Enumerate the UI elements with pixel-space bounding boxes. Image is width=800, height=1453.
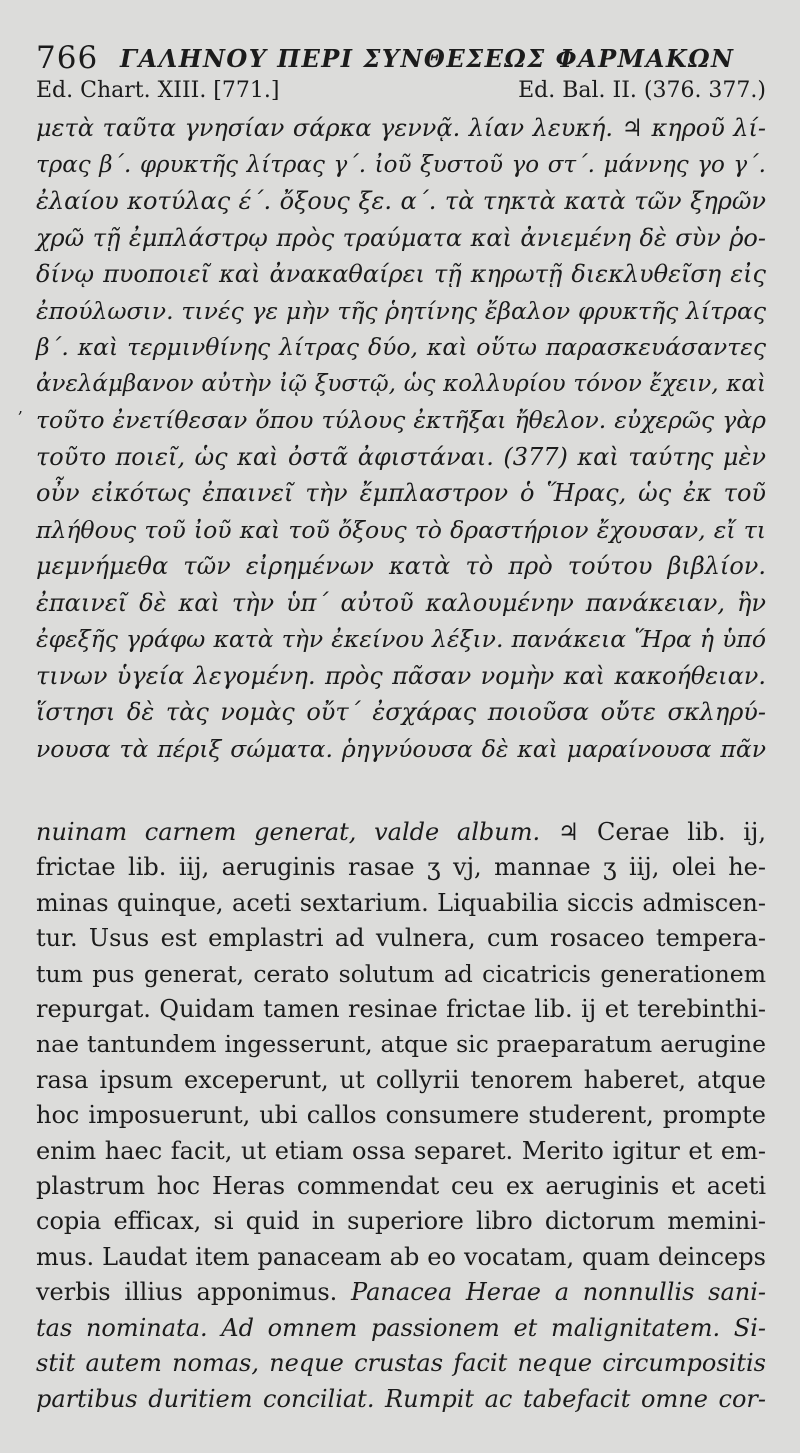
latin-text-block — [36, 815, 766, 1417]
latin-roman-run: plastrum hoc Heras commendat ceu ex aeruginis et aceti — [36, 1172, 766, 1201]
margin-mark: , — [18, 398, 24, 417]
latin-italic-run: stit autem nomas, neque crustas facit neque circumpositis — [36, 1349, 766, 1378]
page-header — [36, 38, 776, 78]
latin-text-line — [36, 1098, 766, 1133]
latin-roman-run: rasa ipsum exceperunt, ut collyrii tenorem haberet, atque — [36, 1065, 766, 1094]
latin-roman-run: verbis illius apponimus. — [36, 1278, 352, 1307]
greek-text-line: ἐπαινεῖ δὲ καὶ τὴν ὑπ΄ αὐτοῦ καλουμένην πανάκειαν, ἣν — [36, 588, 766, 617]
greek-text-line: νουσα τὰ πέριξ σώματα. ῥηγνύουσα δὲ καὶ μαραίνουσα πᾶν — [36, 734, 766, 763]
greek-text-line: τοῦτο ἐνετίθεσαν ὅπου τύλους ἐκτῆξαι ἤθελον. εὐχερῶς γὰρ — [36, 406, 766, 434]
latin-text-line — [36, 1204, 766, 1239]
greek-text-line: πλήθους τοῦ ἰοῦ καὶ τοῦ ὄξους τὸ δραστήριον ἔχουσαν, εἴ τι — [36, 515, 766, 544]
latin-text-line — [36, 1346, 766, 1381]
page-number: 766 — [36, 40, 99, 76]
running-title: ΓΑΛΗΝΟΥ ΠΕΡΙ ΣΥΝΘΕΣΕΩΣ ΦΑΡΜΑΚΩΝ — [120, 44, 735, 73]
latin-text-line — [36, 1134, 766, 1169]
latin-text-line — [36, 1275, 766, 1310]
latin-roman-run: enim haec facit, ut etiam ossa separet. Merito igitur et em- — [36, 1136, 766, 1165]
greek-text-line: ἐφεξῆς γράφω κατὰ τὴν ἐκείνου λέξιν. πανάκεια Ἥρα ἡ ὑπό — [36, 625, 766, 653]
greek-text-line: οὖν εἰκότως ἐπαινεῖ τὴν ἔμπλαστρον ὁ Ἥρας, ὡς ἐκ τοῦ — [36, 479, 766, 507]
greek-text-line: ἀνελάμβανον αὐτὴν ἰῷ ξυστῷ, ὡς κολλυρίου τόνον ἔχειν, καὶ — [36, 370, 766, 397]
latin-roman-run: copia efficax, si quid in superiore libro dictorum memini- — [36, 1207, 766, 1236]
greek-text-line: χρῶ τῇ ἐμπλάστρῳ πρὸς τραύματα καὶ ἀνιεμένη δὲ σὺν ῥο- — [36, 223, 766, 252]
latin-text-line — [36, 815, 766, 850]
latin-text-line — [36, 886, 766, 921]
latin-roman-run: frictae lib. iij, aeruginis rasae ʒ vj, mannae ʒ iij, olei he- — [36, 853, 766, 882]
latin-text-line — [36, 992, 766, 1027]
greek-text-line: τινων ὑγεία λεγομένη. πρὸς πᾶσαν νομὴν καὶ κακοήθειαν. — [36, 661, 766, 690]
latin-roman-run: hoc imposuerunt, ubi callos consumere studerent, prompte — [36, 1101, 766, 1130]
latin-text-line — [36, 957, 766, 992]
latin-roman-run: nae tantundem ingesserunt, atque sic praeparatum aerugine — [36, 1030, 766, 1059]
greek-text-line: δίνῳ πυοποιεῖ καὶ ἀνακαθαίρει τῇ κηρωτῇ διεκλυθεῖση εἰς — [36, 260, 766, 288]
latin-text-line — [36, 1063, 766, 1098]
greek-text-line: ἵστησι δὲ τὰς νομὰς οὔτ΄ ἐσχάρας ποιοῦσα οὔτε σκληρύ- — [36, 698, 766, 726]
latin-roman-run: tum pus generat, cerato solutum ad cicatricis generationem — [36, 959, 766, 988]
latin-italic-run: Panacea Herae a nonnullis sani- — [351, 1278, 766, 1307]
latin-roman-run: mus. Laudat item panaceam ab eo vocatam, quam deinceps — [36, 1242, 766, 1271]
latin-text-line — [36, 1169, 766, 1204]
latin-text-line — [36, 1027, 766, 1062]
latin-italic-run: nuinam carnem generat, valde album. — [36, 818, 541, 846]
latin-roman-run: minas quinque, aceti sextarium. Liquabilia siccis admiscen- — [36, 888, 766, 917]
latin-roman-run: repurgat. Quidam tamen resinae frictae lib. ij et terebinthi- — [36, 995, 766, 1024]
greek-text-line: β΄. καὶ τερμινθίνης λίτρας δύο, καὶ οὕτω παρασκευάσαντες — [36, 333, 766, 361]
latin-text-line — [36, 921, 766, 956]
edition-references — [36, 78, 766, 108]
latin-italic-run: partibus duritiem conciliat. Rumpit ac tabefacit omne cor- — [36, 1384, 766, 1413]
greek-text-line: μετὰ ταῦτα γνησίαν σάρκα γεννᾷ. λίαν λευκή. ♃ κηροῦ λί- — [36, 114, 766, 142]
latin-text-line — [36, 1240, 766, 1275]
greek-text-block — [36, 110, 766, 767]
greek-text-line: μεμνήμεθα τῶν εἰρημένων κατὰ τὸ πρὸ τούτου βιβλίον. — [36, 552, 766, 580]
greek-text-line: ἐλαίου κοτύλας έ΄. ὄξους ξε. α΄. τὰ τηκτὰ κατὰ τῶν ξηρῶν — [36, 187, 766, 215]
latin-roman-run: ♃ Cerae lib. ij, — [540, 818, 766, 846]
latin-italic-run: tas nominata. Ad omnem passionem et malignitatem. Si- — [36, 1313, 766, 1342]
latin-roman-run: tur. Usus est emplastri ad vulnera, cum rosaceo tempera- — [36, 924, 766, 953]
greek-text-line: τοῦτο ποιεῖ, ὡς καὶ ὀστᾶ ἀφιστάναι. (377) καὶ ταύτης μὲν — [36, 442, 766, 471]
edition-basel: Ed. Bal. II. (376. 377.) — [518, 78, 766, 103]
greek-text-line: τρας β΄. φρυκτῆς λίτρας γ΄. ἰοῦ ξυστοῦ γο στ΄. μάννης γο γ΄. — [36, 151, 766, 178]
latin-text-line — [36, 1382, 766, 1417]
latin-text-line — [36, 850, 766, 885]
greek-text-line: ἐπούλωσιν. τινές γε μὴν τῆς ῥητίνης ἔβαλον φρυκτῆς λίτρας — [36, 296, 766, 325]
edition-chartier: Ed. Chart. XIII. [771.] — [36, 78, 280, 103]
latin-text-line — [36, 1311, 766, 1346]
